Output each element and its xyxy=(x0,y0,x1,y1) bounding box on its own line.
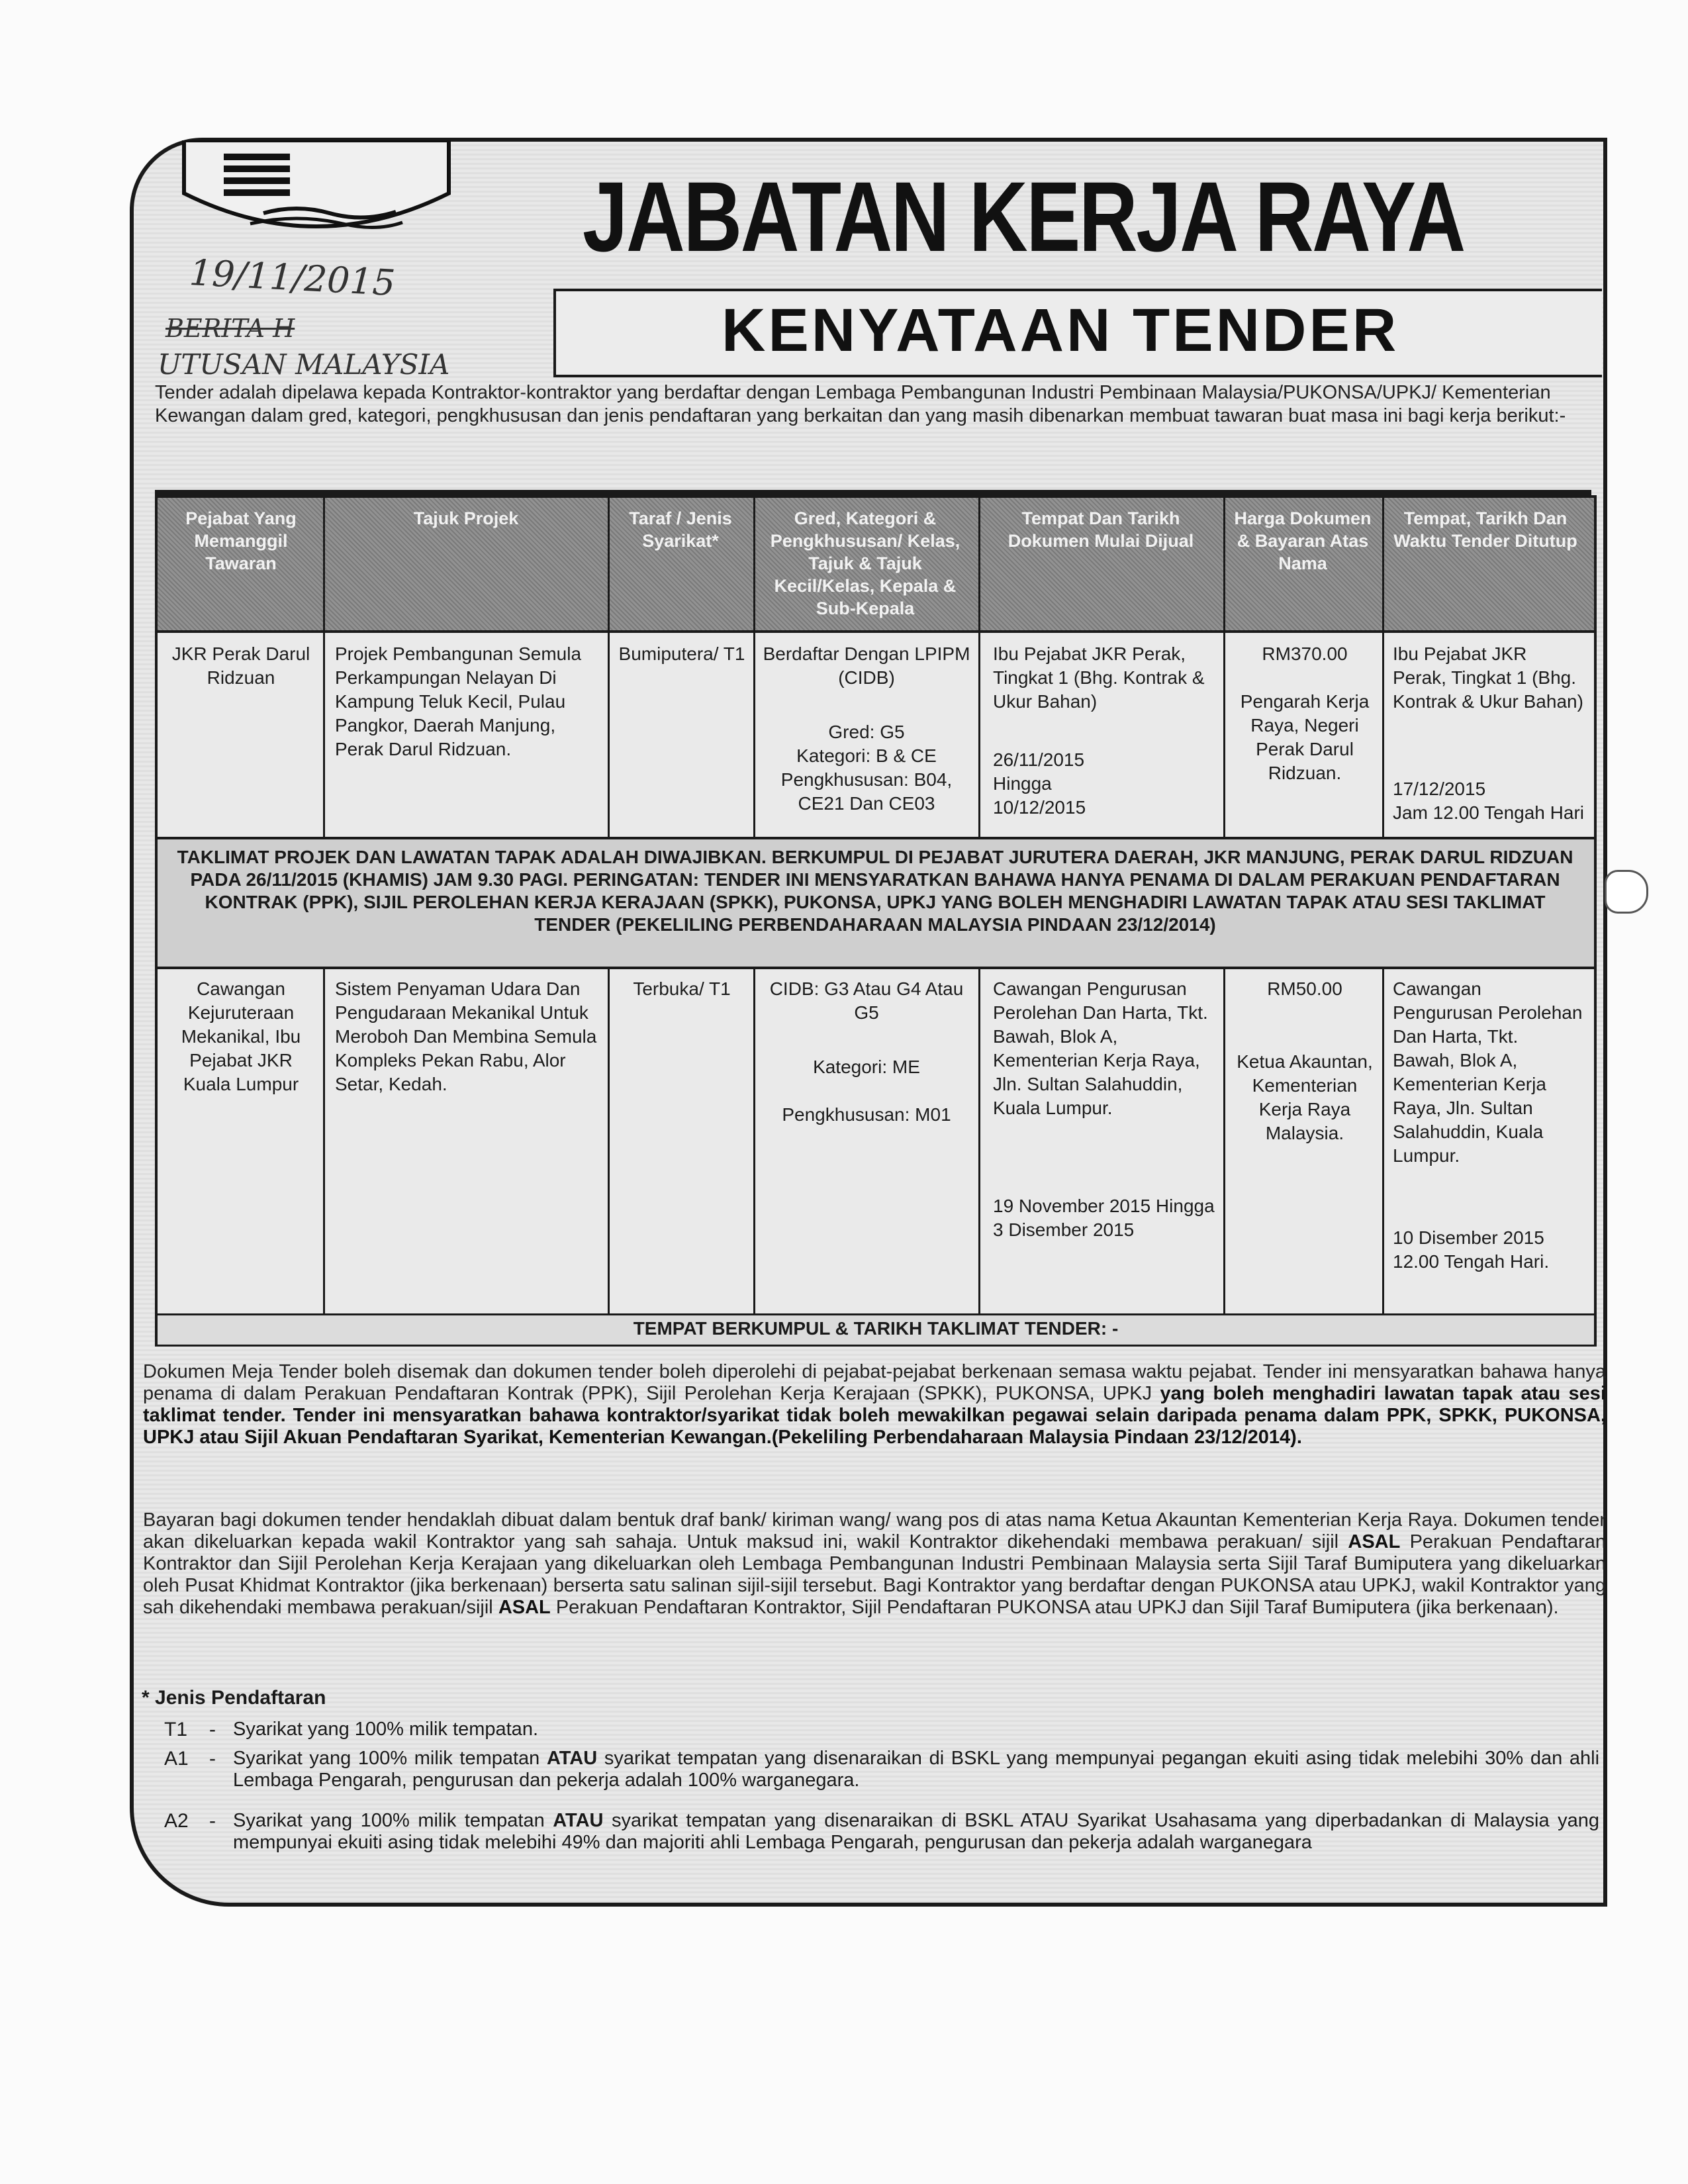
col-divider xyxy=(323,964,325,1313)
a2-definition xyxy=(233,1810,1599,1854)
t1-definition: Syarikat yang 100% milik tempatan. xyxy=(233,1719,538,1740)
row1-sale-dates: 26/11/2015 Hingga 10/12/2015 xyxy=(993,749,1086,818)
col-divider xyxy=(978,498,980,837)
paragraph-documents-text: Dokumen Meja Tender boleh disemak dan dokumen tender boleh diperolehi di pejabat-pejabat berkenaan semasa waktu pejabat. Tender ini mensyaratkan bahawa hanya penama di dalam Perakuan Pendaftaran Kontrak (PPK), Sijil Perolehan Kerja Kerajaan (SPKK), PUKONSA, UPKJ xyxy=(143,1361,1606,1404)
row1-status: Bumiputera/ T1 xyxy=(618,643,745,664)
a2-text: Syarikat yang 100% milik tempatan xyxy=(233,1810,553,1831)
a1-text: Syarikat yang 100% milik tempatan xyxy=(233,1748,547,1769)
row2-close-datetime: 10 Disember 2015 12.00 Tengah Hari. xyxy=(1393,1227,1550,1272)
subtitle: KENYATAAN TENDER xyxy=(722,297,1399,364)
a2-bold: ATAU xyxy=(553,1810,604,1831)
row2-sale-dates: 19 November 2015 Hingga 3 Disember 2015 xyxy=(993,1196,1215,1240)
assembly-place-label: TEMPAT BERKUMPUL & TARIKH TAKLIMAT TENDER: - xyxy=(633,1318,1119,1339)
row1-close-time: Jam 12.00 Tengah Hari xyxy=(1393,802,1584,823)
intro-paragraph: Tender adalah dipelawa kepada Kontraktor-kontraktor yang berdaftar dengan Lembaga Pembangunan Industri Pembinaan Malaysia/PUKONSA/UPKJ/ Kementerian Kewangan dalam gred, kategori, pengkhususan dan jenis pendaftaran yang berkaitan dan yang masih dibenarkan membuat tawaran buat masa ini bagi kerja berikut:- xyxy=(155,382,1566,426)
row1-grade-registration: Berdaftar Dengan LPIPM (CIDB) xyxy=(763,643,970,688)
paper-clip-mark xyxy=(1605,870,1648,914)
handwritten-struck-source: BERITA H xyxy=(165,314,295,343)
paragraph-payment-text: Perakuan Pendaftaran Kontraktor, Sijil Pendaftaran PUKONSA atau UPKJ dan Sijil Taraf Bumiputera (jika berkenaan). xyxy=(550,1597,1559,1618)
row1-category: Kategori: B & CE xyxy=(796,745,937,766)
header-office: Pejabat Yang Memanggil Tawaran xyxy=(185,508,297,573)
row1-office: JKR Perak Darul Ridzuan xyxy=(171,643,310,688)
masthead-title: JABATAN KERJA RAYA xyxy=(583,161,1464,272)
paragraph-payment xyxy=(143,1509,1606,1619)
header-close: Tempat, Tarikh Dan Waktu Tender Ditutup xyxy=(1393,508,1577,551)
row1-close-place: Ibu Pejabat JKR Perak, Tingkat 1 (Bhg. Kontrak & Ukur Bahan) xyxy=(1393,643,1583,712)
paragraph-payment-text: Bayaran bagi dokumen tender hendaklah dibuat dalam bentuk draf bank/ kiriman wang/ wang pos di atas nama Ketua Akauntan Kementerian Kerja Raya. Dokumen tender akan dikeluarkan kepada wakil Kontraktor yang sah sahaja. Untuk maksud ini, wakil Kontraktor dikehendaki membawa perakuan/ sijil xyxy=(143,1509,1606,1552)
registration-types-heading: * Jenis Pendaftaran xyxy=(142,1687,326,1709)
a1-code: A1 xyxy=(164,1748,189,1770)
tender-table xyxy=(155,495,1597,1347)
col-divider xyxy=(1223,498,1225,837)
col-divider xyxy=(1382,498,1384,837)
a1-dash: - xyxy=(209,1748,216,1770)
jkr-logo xyxy=(177,140,455,260)
paragraph-documents-bold: yang boleh menghadiri lawatan tapak atau sesi taklimat tender. Tender ini mensyaratkan bahawa kontraktor/syarikat tidak boleh mewakilkan pegawai selain daripada penama dalam PPK, SPKK, PUKONSA, UPKJ atau Sijil Akuan Pendaftaran Syarikat, Kementerian Kewangan.(Pekeliling Perbendaharaan Malaysia Pindaan 23/12/2014). xyxy=(143,1383,1606,1448)
row2-price: RM50.00 xyxy=(1267,978,1342,999)
assembly-place-row xyxy=(158,1313,1594,1345)
row2-grade: CIDB: G3 Atau G4 Atau G5 xyxy=(769,978,964,1023)
header-status: Taraf / Jenis Syarikat* xyxy=(629,508,732,551)
row1-sale-place: Ibu Pejabat JKR Perak, Tingkat 1 (Bhg. Kontrak & Ukur Bahan) xyxy=(993,643,1205,712)
row1-payee: Pengarah Kerja Raya, Negeri Perak Darul Ridzuan. xyxy=(1240,691,1370,783)
row2-payee: Ketua Akauntan, Kementerian Kerja Raya Malaysia. xyxy=(1237,1051,1373,1143)
paragraph-payment-bold: ASAL xyxy=(498,1597,551,1618)
paragraph-payment-text: Perakuan Pendaftaran Kontraktor dan Sijil Perolehan Kerja Kerajaan yang dikeluarkan oleh Lembaga Pembangunan Industri Pembinaan Malaysia serta Sijil Taraf Bumiputera yang dikeluarkan oleh Pusat Khidmat Kontraktor (jika berkenaan) berserta satu salinan sijil-sijil tersebut. Bagi Kontraktor yang berdaftar dengan PUKONSA atau UPKJ, wakil Kontraktor yang sah dikehendaki membawa perakuan/sijil xyxy=(143,1531,1606,1618)
a1-bold: ATAU xyxy=(546,1748,598,1769)
header-grade: Gred, Kategori & Pengkhususan/ Kelas, Tajuk & Tajuk Kecil/Kelas, Kepala & Sub-Kepala xyxy=(770,508,961,618)
handwritten-source: UTUSAN MALAYSIA xyxy=(158,348,450,381)
paragraph-payment-bold: ASAL xyxy=(1348,1531,1401,1552)
row2-status: Terbuka/ T1 xyxy=(633,978,731,999)
a1-text: syarikat tempatan yang disenaraikan di BSKL yang mempunyai pegangan ekuiti asing tidak melebihi 30% dan ahli Lembaga Pengarah, pengurusan dan pekerja adalah 100% warganegara. xyxy=(233,1748,1600,1791)
site-visit-notice-text: TAKLIMAT PROJEK DAN LAWATAN TAPAK ADALAH DIWAJIBKAN. BERKUMPUL DI PEJABAT JURUTERA DAERAH, JKR MANJUNG, PERAK DARUL RIDZUAN PADA 26/11/2015 (KHAMIS) JAM 9.30 PAGI. PERINGATAN: TENDER INI MENSYARATKAN BAHAWA HANYA PENAMA DI DALAM PERAKUAN PENDAFTARAN KONTRAK (PPK), SIJIL PEROLEHAN KERJA KERAJAAN (SPKK), PUKONSA, UPKJ YANG BOLEH MENGHADIRI LAWATAN TAPAK ATAU SESI TAKLIMAT TENDER (PEKELILING PERBENDAHARAAN MALAYSIA PINDAAN 23/12/2014) xyxy=(177,847,1573,935)
row2-category: Kategori: ME xyxy=(813,1057,920,1077)
col-divider xyxy=(323,498,325,837)
row1-price: RM370.00 xyxy=(1262,643,1348,664)
header-price: Harga Dokumen & Bayaran Atas Nama xyxy=(1234,508,1372,573)
col-divider xyxy=(753,498,755,837)
a2-code: A2 xyxy=(164,1810,189,1832)
row1-specialisation: Pengkhususan: B04, CE21 Dan CE03 xyxy=(780,769,953,814)
header-sale: Tempat Dan Tarikh Dokumen Mulai Dijual xyxy=(1008,508,1194,551)
t1-code: T1 xyxy=(164,1719,188,1740)
row2-office: Cawangan Kejuruteraan Mekanikal, Ibu Pejabat JKR Kuala Lumpur xyxy=(181,978,301,1094)
col-divider xyxy=(1223,964,1225,1313)
a1-definition xyxy=(233,1748,1599,1791)
col-divider xyxy=(753,964,755,1313)
col-divider xyxy=(608,498,610,837)
row2-project: Sistem Penyaman Udara Dan Pengudaraan Mekanikal Untuk Meroboh Dan Membina Semula Kompleks Pekan Rabu, Alor Setar, Kedah. xyxy=(335,978,597,1094)
handwritten-date: 19/11/2015 xyxy=(188,251,397,305)
a2-text: syarikat tempatan yang disenaraikan di BSKL ATAU Syarikat Usahasama yang diperbadankan di Malaysia yang mempunyai ekuiti asing tidak melebihi 49% dan majoriti ahli Lembaga Pengarah, pengurusan dan pekerja adalah warganegara xyxy=(233,1810,1599,1853)
t1-dash: - xyxy=(209,1719,216,1740)
row2-specialisation: Pengkhususan: M01 xyxy=(782,1104,951,1125)
header-project: Tajuk Projek xyxy=(413,508,519,528)
row2-close-place: Cawangan Pengurusan Perolehan Dan Harta, Tkt. Bawah, Blok A, Kementerian Kerja Raya, Jln. Sultan Salahuddin, Kuala Lumpur. xyxy=(1393,978,1583,1166)
row1-grade: Gred: G5 xyxy=(828,722,905,742)
paragraph-documents xyxy=(143,1361,1606,1448)
site-visit-notice xyxy=(158,837,1594,969)
col-divider xyxy=(978,964,980,1313)
row1-project: Projek Pembangunan Semula Perkampungan Nelayan Di Kampung Teluk Kecil, Pulau Pangkor, Daerah Manjung, Perak Darul Ridzuan. xyxy=(335,643,582,759)
row1-close-date: 17/12/2015 xyxy=(1393,779,1486,799)
row2-sale-place: Cawangan Pengurusan Perolehan Dan Harta, Tkt. Bawah, Blok A, Kementerian Kerja Raya, Jln. Sultan Salahuddin, Kuala Lumpur. xyxy=(993,978,1208,1118)
a2-dash: - xyxy=(209,1810,216,1832)
col-divider xyxy=(608,964,610,1313)
col-divider xyxy=(1382,964,1384,1313)
